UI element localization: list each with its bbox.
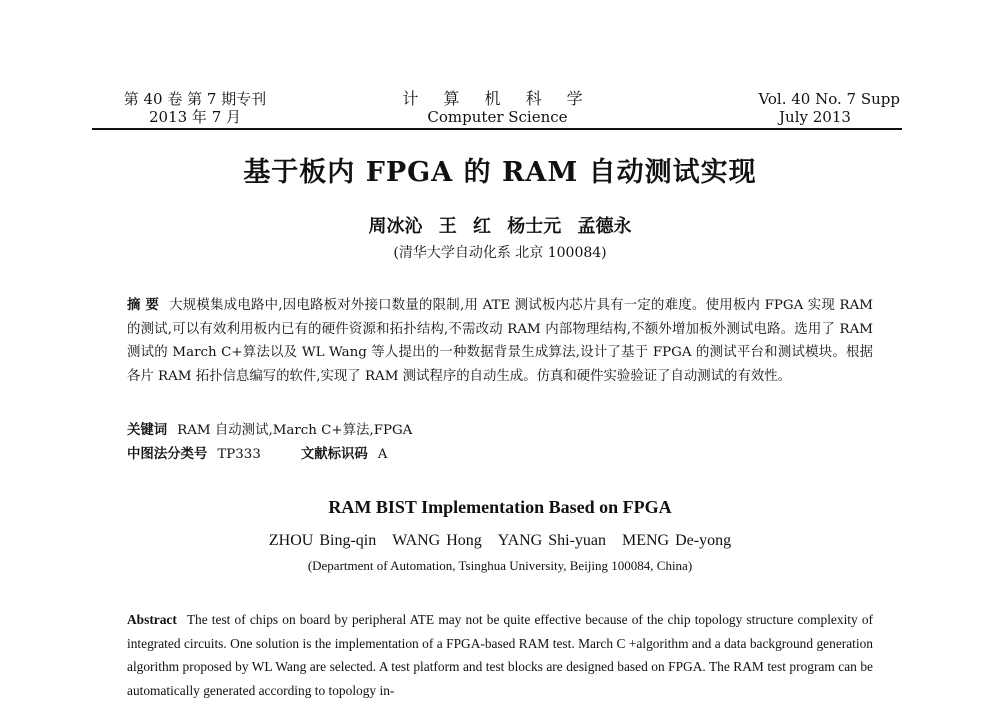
- author-en: MENG De-yong: [622, 532, 732, 549]
- author-en: ZHOU Bing-qin: [268, 532, 377, 549]
- doc-code-label: 文献标识码: [300, 447, 368, 462]
- author-en: WANG Hong: [392, 532, 482, 549]
- paper-title-cn: 基于板内 FPGA 的 RAM 自动测试实现: [243, 157, 757, 188]
- abstract-en-text: The test of chips on board by peripheral ATE may not be quite effective because of the chip topology structure complexity of integrated circuits. One solution is the implementation of a FPGA-based RAM test. March C +algorithm and a data background generation algorithm proposed by WL Wang are selected. A test platform and test blocks are designed based on FPGA. The RAM test program can be automatically generated according to topology in-: [127, 612, 873, 698]
- journal-name-cn: 计 算 机 科 学: [402, 89, 593, 108]
- header-date-en: July 2013: [779, 108, 851, 126]
- abstract-cn-text: 大规模集成电路中,因电路板对外接口数量的限制,用 ATE 测试板内芯片具有一定的难度。使用板内 FPGA 实现 RAM 的测试,可以有效利用板内已有的硬件资源和拓扑结构,不需改动 RAM 内部物理结构,不额外增加板外测试电路。选用了 RAM 测试的 March C+算法以及 WL Wang 等人提出的一种数据背景生成算法,设计了基于 FPGA 的测试平台和测试模块。根据各片 RAM 拓扑信息编写的软件,实现了 RAM 测试程序的自动生成。仿真和硬件实验验证了自动测试的有效性。: [127, 298, 873, 384]
- paper-title-en: RAM BIST Implementation Based on FPGA: [328, 497, 672, 517]
- journal-name-en: Computer Science: [427, 108, 568, 126]
- running-header: [95, 90, 900, 130]
- abstract-cn-label: 摘 要: [127, 298, 160, 313]
- affiliation-cn: (清华大学自动化系 北京 100084): [393, 245, 607, 261]
- keywords-cn: [127, 419, 412, 438]
- classification-line: [127, 443, 387, 462]
- classification-label: 中图法分类号: [127, 447, 208, 462]
- authors-en: [0, 532, 1000, 550]
- header-date-cn: 2013 年 7 月: [148, 108, 242, 126]
- classification-value: TP333: [217, 447, 261, 462]
- header-issue-info: [730, 90, 900, 126]
- header-volume: 第 40 卷 第 7 期专刊: [123, 90, 267, 108]
- abstract-en: [127, 608, 873, 702]
- keywords-text: RAM 自动测试,March C+算法,FPGA: [177, 423, 413, 438]
- header-rule: [92, 128, 902, 130]
- abstract-en-label: Abstract: [127, 612, 177, 627]
- keywords-label: 关键词: [127, 423, 168, 438]
- author-en: YANG Shi-yuan: [497, 532, 606, 549]
- authors-cn: 周冰沁 王 红 杨士元 孟德永: [368, 216, 632, 237]
- abstract-cn: [127, 294, 873, 388]
- doc-code-value: A: [377, 447, 388, 462]
- header-issue: Vol. 40 No. 7 Supp: [758, 90, 900, 108]
- affiliation-en: (Department of Automation, Tsinghua University, Beijing 100084, China): [307, 558, 693, 573]
